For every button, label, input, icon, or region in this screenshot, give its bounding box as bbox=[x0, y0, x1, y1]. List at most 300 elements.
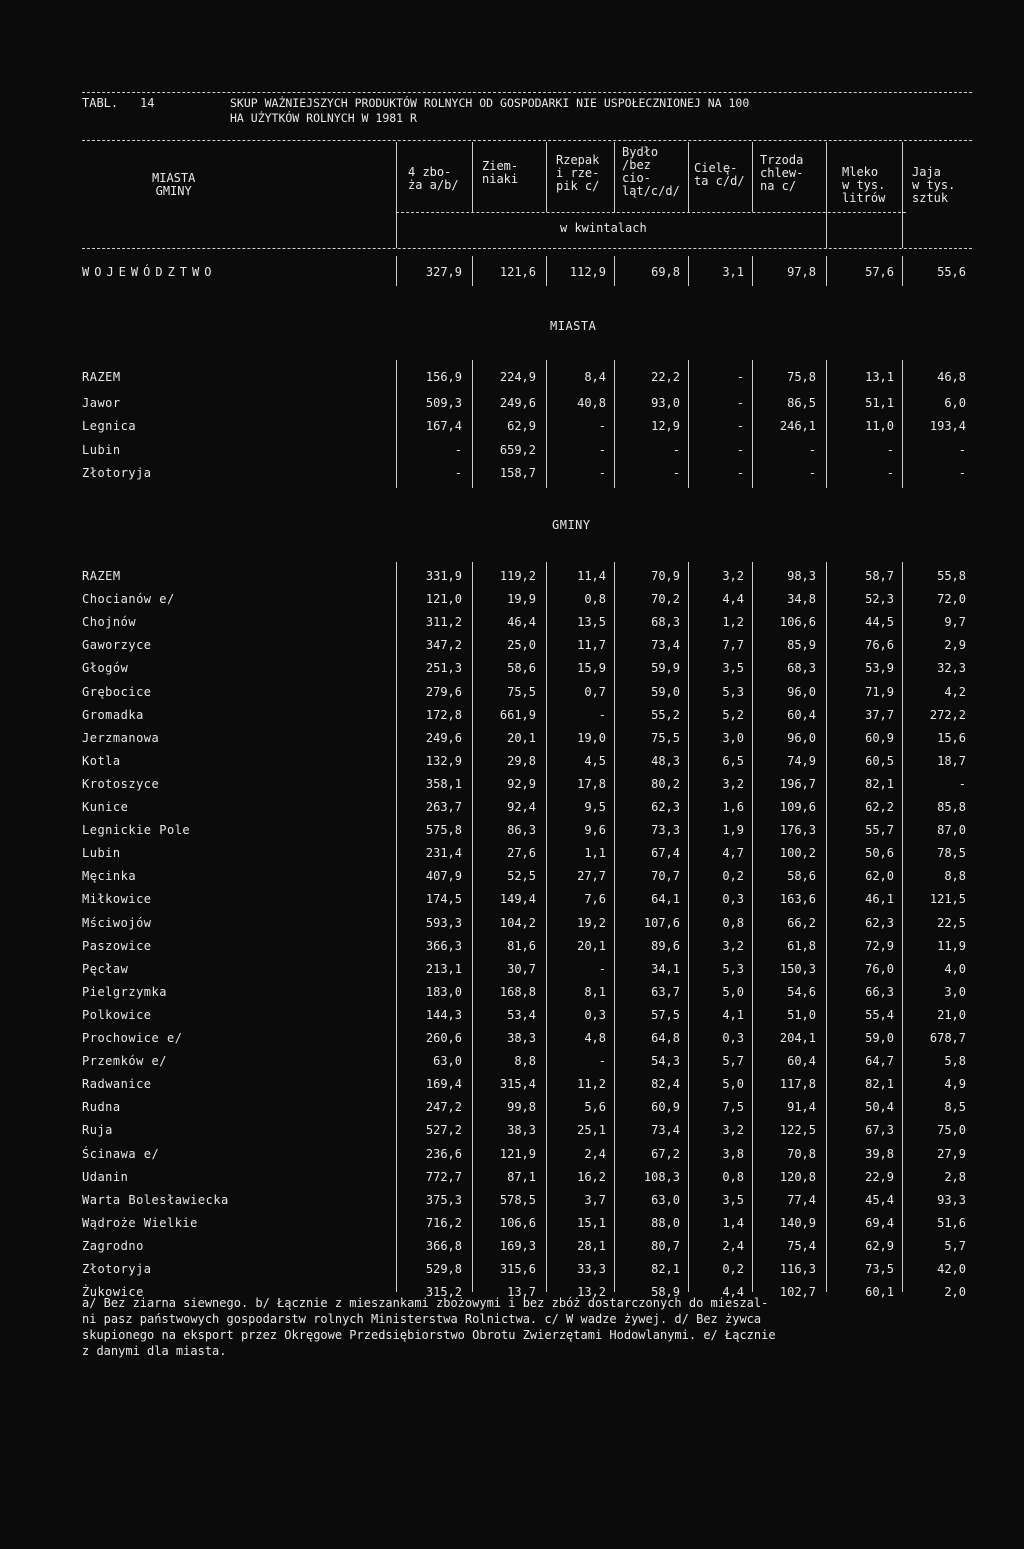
voivodeship-value-grain: 327,9 bbox=[425, 265, 462, 279]
commune-cell-cattle: 62,3 bbox=[651, 800, 680, 814]
commune-cell-pigs: 196,7 bbox=[779, 777, 816, 791]
commune-row-name: Złotoryja bbox=[82, 1262, 152, 1276]
commune-cell-grain: 174,5 bbox=[425, 892, 462, 906]
commune-cell-calves: 3,2 bbox=[722, 939, 744, 953]
commune-row-name: Ścinawa e/ bbox=[82, 1147, 160, 1161]
commune-cell-calves: 1,6 bbox=[722, 800, 744, 814]
commune-cell-eggs: 5,8 bbox=[944, 1054, 966, 1068]
commune-cell-potatoes: 38,3 bbox=[507, 1123, 536, 1137]
city-cell-calves: - bbox=[736, 466, 744, 480]
commune-cell-milk: 72,9 bbox=[865, 939, 894, 953]
city-cell-potatoes: 659,2 bbox=[499, 443, 536, 457]
commune-row-name: Chojnów bbox=[82, 615, 137, 629]
col-header-rapeseed: Rzepak i rze- pik c/ bbox=[556, 153, 600, 193]
commune-cell-pigs: 163,6 bbox=[779, 892, 816, 906]
commune-cell-cattle: 60,9 bbox=[651, 1100, 680, 1114]
commune-cell-potatoes: 315,4 bbox=[499, 1077, 536, 1091]
commune-cell-cattle: 64,8 bbox=[651, 1031, 680, 1045]
commune-cell-milk: 64,7 bbox=[865, 1054, 894, 1068]
commune-cell-cattle: 89,6 bbox=[651, 939, 680, 953]
commune-cell-rapeseed: - bbox=[598, 708, 606, 722]
commune-cell-eggs: 42,0 bbox=[937, 1262, 966, 1276]
commune-cell-potatoes: 119,2 bbox=[499, 569, 536, 583]
column-divider bbox=[614, 256, 615, 286]
commune-cell-milk: 46,1 bbox=[865, 892, 894, 906]
commune-cell-milk: 76,0 bbox=[865, 962, 894, 976]
column-divider bbox=[396, 360, 397, 488]
commune-cell-potatoes: 81,6 bbox=[507, 939, 536, 953]
voivodeship-value-eggs: 55,6 bbox=[937, 265, 966, 279]
column-divider bbox=[546, 256, 547, 286]
commune-cell-pigs: 68,3 bbox=[787, 661, 816, 675]
commune-cell-milk: 66,3 bbox=[865, 985, 894, 999]
commune-row-name: Chocianów e/ bbox=[82, 592, 175, 606]
commune-cell-rapeseed: 4,5 bbox=[584, 754, 606, 768]
commune-cell-pigs: 51,0 bbox=[787, 1008, 816, 1022]
commune-cell-cattle: 88,0 bbox=[651, 1216, 680, 1230]
commune-cell-cattle: 73,3 bbox=[651, 823, 680, 837]
city-cell-pigs: - bbox=[808, 443, 816, 457]
commune-cell-pigs: 140,9 bbox=[779, 1216, 816, 1230]
commune-cell-milk: 50,4 bbox=[865, 1100, 894, 1114]
commune-cell-milk: 59,0 bbox=[865, 1031, 894, 1045]
commune-cell-potatoes: 578,5 bbox=[499, 1193, 536, 1207]
commune-cell-potatoes: 104,2 bbox=[499, 916, 536, 930]
commune-cell-calves: 3,5 bbox=[722, 661, 744, 675]
column-divider bbox=[752, 256, 753, 286]
commune-cell-calves: 3,5 bbox=[722, 1193, 744, 1207]
commune-cell-potatoes: 29,8 bbox=[507, 754, 536, 768]
city-cell-cattle: - bbox=[672, 443, 680, 457]
column-divider bbox=[826, 256, 827, 286]
commune-row-name: Polkowice bbox=[82, 1008, 152, 1022]
commune-cell-milk: 67,3 bbox=[865, 1123, 894, 1137]
commune-cell-grain: 331,9 bbox=[425, 569, 462, 583]
column-divider bbox=[546, 360, 547, 488]
commune-cell-cattle: 57,5 bbox=[651, 1008, 680, 1022]
commune-cell-pigs: 102,7 bbox=[779, 1285, 816, 1299]
commune-cell-potatoes: 315,6 bbox=[499, 1262, 536, 1276]
city-cell-cattle: 12,9 bbox=[651, 419, 680, 433]
city-cell-milk: - bbox=[886, 443, 894, 457]
city-cell-potatoes: 158,7 bbox=[499, 466, 536, 480]
commune-cell-grain: 231,4 bbox=[425, 846, 462, 860]
commune-cell-eggs: 2,0 bbox=[944, 1285, 966, 1299]
column-divider bbox=[396, 562, 397, 1292]
city-cell-pigs: 246,1 bbox=[779, 419, 816, 433]
commune-cell-grain: 347,2 bbox=[425, 638, 462, 652]
commune-cell-rapeseed: 11,4 bbox=[577, 569, 606, 583]
commune-cell-potatoes: 53,4 bbox=[507, 1008, 536, 1022]
commune-cell-grain: 716,2 bbox=[425, 1216, 462, 1230]
commune-cell-rapeseed: 19,2 bbox=[577, 916, 606, 930]
commune-cell-eggs: 21,0 bbox=[937, 1008, 966, 1022]
commune-row-name: Wądroże Wielkie bbox=[82, 1216, 198, 1230]
column-divider bbox=[614, 360, 615, 488]
commune-cell-rapeseed: 5,6 bbox=[584, 1100, 606, 1114]
commune-cell-potatoes: 106,6 bbox=[499, 1216, 536, 1230]
commune-cell-potatoes: 92,4 bbox=[507, 800, 536, 814]
commune-cell-pigs: 61,8 bbox=[787, 939, 816, 953]
col-header-unit-note: w kwintalach bbox=[560, 221, 647, 235]
commune-cell-cattle: 80,2 bbox=[651, 777, 680, 791]
commune-cell-grain: 247,2 bbox=[425, 1100, 462, 1114]
commune-cell-calves: 4,1 bbox=[722, 1008, 744, 1022]
commune-cell-milk: 50,6 bbox=[865, 846, 894, 860]
commune-cell-milk: 53,9 bbox=[865, 661, 894, 675]
commune-cell-potatoes: 149,4 bbox=[499, 892, 536, 906]
footnote-line1: a/ Bez ziarna siewnego. b/ Łącznie z mieszankami zbożowymi i bez zbóż dostarczonych do mieszal- bbox=[82, 1296, 769, 1310]
commune-cell-eggs: 4,9 bbox=[944, 1077, 966, 1091]
commune-cell-potatoes: 8,8 bbox=[514, 1054, 536, 1068]
commune-cell-grain: 132,9 bbox=[425, 754, 462, 768]
commune-cell-pigs: 58,6 bbox=[787, 869, 816, 883]
commune-cell-cattle: 68,3 bbox=[651, 615, 680, 629]
commune-cell-grain: 213,1 bbox=[425, 962, 462, 976]
voivodeship-label: WOJEWÓDZTWO bbox=[82, 265, 217, 279]
commune-cell-calves: 1,4 bbox=[722, 1216, 744, 1230]
commune-row-name: Paszowice bbox=[82, 939, 152, 953]
commune-row-name: Udanin bbox=[82, 1170, 129, 1184]
commune-cell-milk: 55,7 bbox=[865, 823, 894, 837]
city-cell-cattle: 22,2 bbox=[651, 370, 680, 384]
commune-cell-rapeseed: 3,7 bbox=[584, 1193, 606, 1207]
voivodeship-value-rapeseed: 112,9 bbox=[569, 265, 606, 279]
commune-cell-pigs: 96,0 bbox=[787, 685, 816, 699]
commune-row-name: Pęcław bbox=[82, 962, 129, 976]
commune-row-name: Grębocice bbox=[82, 685, 152, 699]
commune-cell-grain: 311,2 bbox=[425, 615, 462, 629]
col-header-pigs: Trzoda chlew- na c/ bbox=[760, 153, 804, 193]
commune-cell-potatoes: 13,7 bbox=[507, 1285, 536, 1299]
commune-cell-pigs: 60,4 bbox=[787, 708, 816, 722]
header-vline bbox=[902, 142, 903, 248]
commune-cell-calves: 5,2 bbox=[722, 708, 744, 722]
city-cell-potatoes: 249,6 bbox=[499, 396, 536, 410]
header-vline bbox=[396, 142, 397, 248]
voivodeship-value-milk: 57,6 bbox=[865, 265, 894, 279]
commune-row-name: Rudna bbox=[82, 1100, 121, 1114]
commune-cell-pigs: 91,4 bbox=[787, 1100, 816, 1114]
commune-cell-rapeseed: 17,8 bbox=[577, 777, 606, 791]
header-vline bbox=[688, 142, 689, 212]
table-number: 14 bbox=[140, 96, 155, 110]
city-cell-potatoes: 224,9 bbox=[499, 370, 536, 384]
city-cell-calves: - bbox=[736, 419, 744, 433]
city-cell-cattle: 93,0 bbox=[651, 396, 680, 410]
commune-cell-pigs: 106,6 bbox=[779, 615, 816, 629]
commune-cell-eggs: 2,9 bbox=[944, 638, 966, 652]
commune-cell-calves: 0,3 bbox=[722, 892, 744, 906]
column-divider bbox=[688, 562, 689, 1292]
header-mid-rule bbox=[396, 212, 906, 213]
commune-cell-milk: 62,3 bbox=[865, 916, 894, 930]
col-header-potatoes: Ziem- niaki bbox=[482, 159, 519, 186]
commune-cell-eggs: 15,6 bbox=[937, 731, 966, 745]
commune-cell-cattle: 70,9 bbox=[651, 569, 680, 583]
commune-cell-cattle: 73,4 bbox=[651, 1123, 680, 1137]
commune-cell-grain: 121,0 bbox=[425, 592, 462, 606]
commune-cell-cattle: 82,1 bbox=[651, 1262, 680, 1276]
commune-cell-eggs: 121,5 bbox=[929, 892, 966, 906]
col-header-eggs: Jaja w tys. sztuk bbox=[912, 165, 956, 205]
commune-row-name: Jerzmanowa bbox=[82, 731, 160, 745]
commune-cell-calves: 5,3 bbox=[722, 962, 744, 976]
column-divider bbox=[472, 562, 473, 1292]
commune-cell-milk: 71,9 bbox=[865, 685, 894, 699]
header-vline bbox=[614, 142, 615, 212]
commune-cell-milk: 62,9 bbox=[865, 1239, 894, 1253]
city-cell-eggs: 193,4 bbox=[929, 419, 966, 433]
commune-cell-milk: 58,7 bbox=[865, 569, 894, 583]
commune-cell-rapeseed: 9,5 bbox=[584, 800, 606, 814]
city-cell-rapeseed: 8,4 bbox=[584, 370, 606, 384]
commune-cell-eggs: 2,8 bbox=[944, 1170, 966, 1184]
commune-cell-pigs: 109,6 bbox=[779, 800, 816, 814]
commune-row-name: Ruja bbox=[82, 1123, 113, 1137]
commune-cell-rapeseed: 4,8 bbox=[584, 1031, 606, 1045]
commune-row-name: Męcinka bbox=[82, 869, 137, 883]
commune-cell-grain: 183,0 bbox=[425, 985, 462, 999]
commune-row-name: Legnickie Pole bbox=[82, 823, 191, 837]
commune-cell-potatoes: 99,8 bbox=[507, 1100, 536, 1114]
commune-cell-cattle: 108,3 bbox=[643, 1170, 680, 1184]
commune-cell-milk: 22,9 bbox=[865, 1170, 894, 1184]
city-cell-eggs: 6,0 bbox=[944, 396, 966, 410]
commune-cell-eggs: 87,0 bbox=[937, 823, 966, 837]
col-header-grain: 4 zbo- ża a/b/ bbox=[408, 165, 459, 192]
commune-cell-potatoes: 75,5 bbox=[507, 685, 536, 699]
commune-cell-cattle: 59,0 bbox=[651, 685, 680, 699]
commune-cell-eggs: 85,8 bbox=[937, 800, 966, 814]
commune-cell-rapeseed: 33,3 bbox=[577, 1262, 606, 1276]
commune-cell-pigs: 120,8 bbox=[779, 1170, 816, 1184]
city-cell-grain: 167,4 bbox=[425, 419, 462, 433]
commune-cell-pigs: 116,3 bbox=[779, 1262, 816, 1276]
footnote-line4: z danymi dla miasta. bbox=[82, 1344, 227, 1358]
commune-cell-potatoes: 121,9 bbox=[499, 1147, 536, 1161]
city-cell-milk: - bbox=[886, 466, 894, 480]
commune-cell-cattle: 54,3 bbox=[651, 1054, 680, 1068]
commune-cell-milk: 62,0 bbox=[865, 869, 894, 883]
commune-row-name: Kunice bbox=[82, 800, 129, 814]
city-cell-milk: 11,0 bbox=[865, 419, 894, 433]
city-cell-pigs: - bbox=[808, 466, 816, 480]
commune-row-name: Krotoszyce bbox=[82, 777, 160, 791]
commune-cell-cattle: 63,0 bbox=[651, 1193, 680, 1207]
commune-cell-potatoes: 92,9 bbox=[507, 777, 536, 791]
commune-cell-potatoes: 52,5 bbox=[507, 869, 536, 883]
col-header-calves: Cielę- ta c/d/ bbox=[694, 161, 745, 188]
commune-cell-rapeseed: 0,8 bbox=[584, 592, 606, 606]
commune-cell-grain: 358,1 bbox=[425, 777, 462, 791]
commune-cell-potatoes: 27,6 bbox=[507, 846, 536, 860]
city-cell-milk: 13,1 bbox=[865, 370, 894, 384]
commune-cell-rapeseed: 0,3 bbox=[584, 1008, 606, 1022]
commune-cell-rapeseed: 15,9 bbox=[577, 661, 606, 675]
city-cell-rapeseed: 40,8 bbox=[577, 396, 606, 410]
commune-cell-rapeseed: 16,2 bbox=[577, 1170, 606, 1184]
commune-cell-potatoes: 58,6 bbox=[507, 661, 536, 675]
commune-cell-pigs: 122,5 bbox=[779, 1123, 816, 1137]
commune-row-name: Warta Bolesławiecka bbox=[82, 1193, 229, 1207]
commune-cell-rapeseed: 28,1 bbox=[577, 1239, 606, 1253]
commune-cell-calves: 3,2 bbox=[722, 569, 744, 583]
commune-cell-pigs: 100,2 bbox=[779, 846, 816, 860]
commune-cell-grain: 366,3 bbox=[425, 939, 462, 953]
commune-cell-grain: 63,0 bbox=[433, 1054, 462, 1068]
commune-cell-milk: 37,7 bbox=[865, 708, 894, 722]
col-header-cattle: Bydło /bez cio- ląt/c/d/ bbox=[622, 145, 680, 198]
city-cell-grain: 509,3 bbox=[425, 396, 462, 410]
commune-cell-potatoes: 20,1 bbox=[507, 731, 536, 745]
commune-row-name: Mściwojów bbox=[82, 916, 152, 930]
header-bottom-rule bbox=[82, 248, 972, 249]
commune-cell-cattle: 70,7 bbox=[651, 869, 680, 883]
city-cell-grain: 156,9 bbox=[425, 370, 462, 384]
commune-cell-grain: 249,6 bbox=[425, 731, 462, 745]
commune-row-name: Głogów bbox=[82, 661, 129, 675]
commune-cell-milk: 82,1 bbox=[865, 1077, 894, 1091]
commune-cell-calves: 2,4 bbox=[722, 1239, 744, 1253]
column-divider bbox=[546, 562, 547, 1292]
commune-cell-rapeseed: 13,5 bbox=[577, 615, 606, 629]
commune-cell-pigs: 75,4 bbox=[787, 1239, 816, 1253]
commune-cell-calves: 1,2 bbox=[722, 615, 744, 629]
commune-cell-pigs: 96,0 bbox=[787, 731, 816, 745]
commune-cell-milk: 82,1 bbox=[865, 777, 894, 791]
commune-cell-potatoes: 661,9 bbox=[499, 708, 536, 722]
city-cell-calves: - bbox=[736, 396, 744, 410]
commune-cell-rapeseed: 11,7 bbox=[577, 638, 606, 652]
commune-cell-potatoes: 169,3 bbox=[499, 1239, 536, 1253]
city-cell-pigs: 86,5 bbox=[787, 396, 816, 410]
city-cell-calves: - bbox=[736, 443, 744, 457]
header-top-rule bbox=[82, 140, 972, 141]
column-divider bbox=[902, 562, 903, 1292]
commune-cell-eggs: 8,8 bbox=[944, 869, 966, 883]
commune-cell-cattle: 34,1 bbox=[651, 962, 680, 976]
column-divider bbox=[902, 256, 903, 286]
commune-cell-grain: 315,2 bbox=[425, 1285, 462, 1299]
commune-cell-eggs: 72,0 bbox=[937, 592, 966, 606]
commune-cell-grain: 169,4 bbox=[425, 1077, 462, 1091]
top-rule bbox=[82, 92, 972, 93]
commune-cell-grain: 407,9 bbox=[425, 869, 462, 883]
commune-cell-eggs: 75,0 bbox=[937, 1123, 966, 1137]
commune-row-name: Prochowice e/ bbox=[82, 1031, 183, 1045]
city-cell-grain: - bbox=[454, 443, 462, 457]
city-cell-cattle: - bbox=[672, 466, 680, 480]
commune-cell-calves: 0,8 bbox=[722, 1170, 744, 1184]
city-cell-rapeseed: - bbox=[598, 443, 606, 457]
commune-cell-rapeseed: 15,1 bbox=[577, 1216, 606, 1230]
commune-cell-milk: 60,9 bbox=[865, 731, 894, 745]
commune-cell-cattle: 67,4 bbox=[651, 846, 680, 860]
commune-cell-calves: 3,8 bbox=[722, 1147, 744, 1161]
commune-cell-rapeseed: 11,2 bbox=[577, 1077, 606, 1091]
commune-cell-cattle: 58,9 bbox=[651, 1285, 680, 1299]
city-row-name: Jawor bbox=[82, 396, 121, 410]
commune-cell-cattle: 73,4 bbox=[651, 638, 680, 652]
city-cell-rapeseed: - bbox=[598, 466, 606, 480]
commune-cell-pigs: 204,1 bbox=[779, 1031, 816, 1045]
col-header-place: MIASTA GMINY bbox=[152, 171, 196, 198]
commune-cell-calves: 7,7 bbox=[722, 638, 744, 652]
commune-cell-grain: 260,6 bbox=[425, 1031, 462, 1045]
header-vline bbox=[546, 142, 547, 212]
commune-cell-eggs: 27,9 bbox=[937, 1147, 966, 1161]
commune-cell-potatoes: 19,9 bbox=[507, 592, 536, 606]
commune-cell-calves: 3,0 bbox=[722, 731, 744, 745]
header-vline bbox=[752, 142, 753, 212]
commune-cell-pigs: 70,8 bbox=[787, 1147, 816, 1161]
commune-cell-potatoes: 86,3 bbox=[507, 823, 536, 837]
table-label: TABL. bbox=[82, 96, 119, 110]
city-cell-rapeseed: - bbox=[598, 419, 606, 433]
commune-cell-rapeseed: 27,7 bbox=[577, 869, 606, 883]
header-vline bbox=[826, 142, 827, 248]
col-header-milk: Mleko w tys. litrów bbox=[842, 165, 886, 205]
commune-cell-pigs: 54,6 bbox=[787, 985, 816, 999]
commune-cell-calves: 4,4 bbox=[722, 592, 744, 606]
voivodeship-value-potatoes: 121,6 bbox=[499, 265, 536, 279]
column-divider bbox=[902, 360, 903, 488]
commune-cell-potatoes: 25,0 bbox=[507, 638, 536, 652]
commune-cell-eggs: 3,0 bbox=[944, 985, 966, 999]
commune-cell-calves: 4,4 bbox=[722, 1285, 744, 1299]
commune-cell-grain: 279,6 bbox=[425, 685, 462, 699]
commune-cell-rapeseed: 1,1 bbox=[584, 846, 606, 860]
commune-row-name: Miłkowice bbox=[82, 892, 152, 906]
city-cell-pigs: 75,8 bbox=[787, 370, 816, 384]
commune-cell-eggs: 78,5 bbox=[937, 846, 966, 860]
commune-cell-cattle: 67,2 bbox=[651, 1147, 680, 1161]
commune-cell-cattle: 70,2 bbox=[651, 592, 680, 606]
commune-cell-rapeseed: 20,1 bbox=[577, 939, 606, 953]
commune-cell-milk: 55,4 bbox=[865, 1008, 894, 1022]
commune-cell-potatoes: 87,1 bbox=[507, 1170, 536, 1184]
column-divider bbox=[472, 360, 473, 488]
commune-cell-cattle: 75,5 bbox=[651, 731, 680, 745]
city-cell-eggs: - bbox=[958, 443, 966, 457]
commune-cell-calves: 4,7 bbox=[722, 846, 744, 860]
column-divider bbox=[688, 256, 689, 286]
commune-cell-eggs: 55,8 bbox=[937, 569, 966, 583]
commune-cell-grain: 144,3 bbox=[425, 1008, 462, 1022]
column-divider bbox=[614, 562, 615, 1292]
commune-cell-cattle: 55,2 bbox=[651, 708, 680, 722]
commune-cell-cattle: 80,7 bbox=[651, 1239, 680, 1253]
commune-cell-eggs: 51,6 bbox=[937, 1216, 966, 1230]
commune-cell-milk: 60,1 bbox=[865, 1285, 894, 1299]
commune-cell-calves: 3,2 bbox=[722, 1123, 744, 1137]
commune-cell-eggs: 93,3 bbox=[937, 1193, 966, 1207]
commune-row-name: RAZEM bbox=[82, 569, 121, 583]
city-cell-calves: - bbox=[736, 370, 744, 384]
commune-row-name: Przemków e/ bbox=[82, 1054, 167, 1068]
commune-cell-grain: 772,7 bbox=[425, 1170, 462, 1184]
voivodeship-value-pigs: 97,8 bbox=[787, 265, 816, 279]
commune-row-name: Gromadka bbox=[82, 708, 144, 722]
commune-cell-pigs: 74,9 bbox=[787, 754, 816, 768]
commune-cell-pigs: 117,8 bbox=[779, 1077, 816, 1091]
commune-cell-eggs: 4,2 bbox=[944, 685, 966, 699]
commune-cell-eggs: 18,7 bbox=[937, 754, 966, 768]
commune-cell-pigs: 77,4 bbox=[787, 1193, 816, 1207]
voivodeship-value-cattle: 69,8 bbox=[651, 265, 680, 279]
commune-cell-cattle: 64,1 bbox=[651, 892, 680, 906]
